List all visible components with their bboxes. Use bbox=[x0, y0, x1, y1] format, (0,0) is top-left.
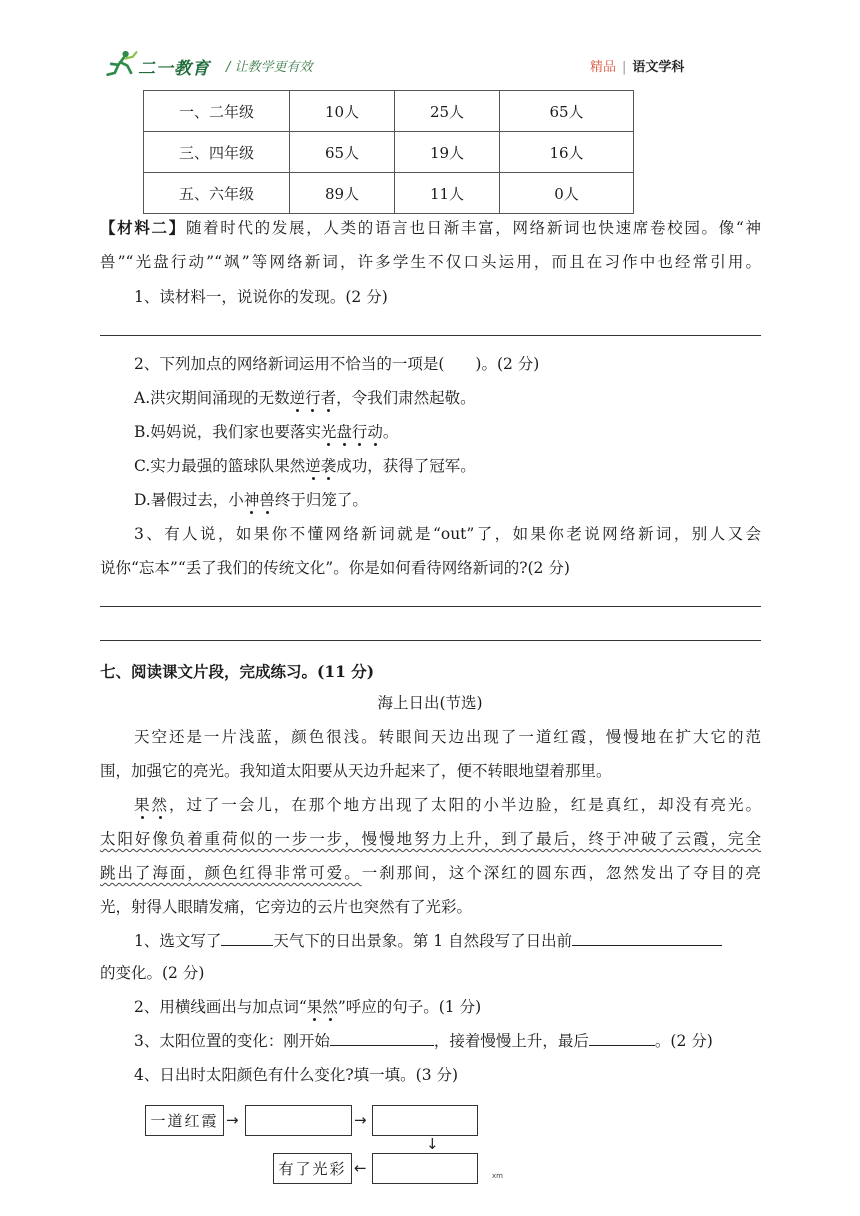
emphasis-char: 逆 bbox=[289, 389, 306, 407]
flow-answer-box-2[interactable] bbox=[372, 1105, 478, 1136]
question-7-1-line2: 的变化。(2 分) bbox=[100, 964, 205, 982]
question-6-3-line2: 说你“忘本”“丢了我们的传统文化”。你是如何看待网络新词的?(2 分) bbox=[100, 559, 570, 577]
passage-para2-line1 bbox=[134, 788, 761, 822]
option-c[interactable] bbox=[134, 449, 476, 483]
emphasis-char: 行 bbox=[351, 423, 368, 441]
material2-label: 【材料二】 bbox=[100, 218, 186, 237]
option-text: ，令我们肃然起敬。 bbox=[336, 389, 476, 407]
question-text: 2、用横线画出与加点词“ bbox=[134, 998, 307, 1016]
flow-answer-box-1[interactable] bbox=[245, 1105, 352, 1136]
arrow-right-icon: → bbox=[354, 1111, 367, 1129]
emphasis-char: 行 bbox=[305, 389, 321, 407]
answer-line[interactable] bbox=[100, 640, 761, 641]
arrow-down-icon: ↓ bbox=[426, 1135, 439, 1153]
passage-para1-line1: 天空还是一片浅蓝，颜色很浅。转眼间天边出现了一道红霞，慢慢地在扩大它的范 bbox=[134, 728, 761, 746]
question-6-2: 2、下列加点的网络新词运用不恰当的一项是( )。(2 分) bbox=[134, 355, 540, 373]
wavy-underlined-text: 跳出了海面，颜色红得非常可爱。 bbox=[100, 864, 362, 882]
emphasis-char: 然 bbox=[151, 796, 169, 814]
question-7-1 bbox=[134, 924, 722, 958]
passage-para2-line4: 光，射得人眼睛发痛，它旁边的云片也突然有了光彩。 bbox=[100, 898, 473, 916]
fill-blank[interactable] bbox=[330, 1027, 434, 1046]
survey-table bbox=[143, 90, 634, 214]
question-text: 3、太阳位置的变化：刚开始 bbox=[134, 1032, 330, 1050]
flow-start-box: 一道红霞 bbox=[145, 1105, 224, 1136]
watermark-text: xm bbox=[492, 1172, 503, 1180]
table-cell: 65人 bbox=[290, 132, 395, 173]
question-text: 1、选文写了 bbox=[134, 932, 222, 950]
table-row bbox=[144, 173, 634, 214]
table-cell: 89人 bbox=[290, 173, 395, 214]
table-cell: 11人 bbox=[395, 173, 500, 214]
question-7-2 bbox=[134, 990, 481, 1024]
header-right bbox=[590, 56, 684, 75]
flow-end-box: 有了光彩 bbox=[273, 1153, 352, 1184]
option-d[interactable] bbox=[134, 483, 368, 517]
table-cell: 10人 bbox=[290, 91, 395, 132]
emphasis-char: 然 bbox=[322, 998, 338, 1016]
option-a[interactable] bbox=[134, 381, 476, 415]
question-text: ”呼应的句子。(1 分) bbox=[337, 998, 482, 1016]
subject-label: 语文学科 bbox=[632, 60, 685, 75]
dotted-word bbox=[321, 423, 383, 441]
arrow-right-icon: → bbox=[226, 1111, 239, 1129]
table-cell: 65人 bbox=[500, 91, 634, 132]
table-cell: 16人 bbox=[500, 132, 634, 173]
question-7-4: 4、日出时太阳颜色有什么变化?填一填。(3 分) bbox=[134, 1066, 459, 1084]
emphasis-char: 逆 bbox=[305, 457, 321, 475]
fill-blank[interactable] bbox=[221, 927, 273, 946]
emphasis-char: 果 bbox=[134, 796, 152, 814]
option-text: C.实力最强的篮球队果然 bbox=[134, 457, 306, 475]
option-text: B.妈妈说，我们家也要落实 bbox=[134, 423, 321, 441]
logo-runner-icon bbox=[104, 48, 140, 78]
table-cell: 一、二年级 bbox=[144, 91, 290, 132]
emphasis-char: 袭 bbox=[320, 457, 337, 475]
section-7-heading: 七、阅读课文片段，完成练习。(11 分) bbox=[100, 662, 375, 681]
question-text: 。(2 分) bbox=[654, 1032, 713, 1050]
passage-para2-line3 bbox=[100, 856, 761, 890]
option-text: 成功，获得了冠军。 bbox=[336, 457, 476, 475]
emphasis-char: 光 bbox=[320, 423, 337, 441]
arrow-left-icon: ← bbox=[354, 1159, 367, 1177]
dotted-word bbox=[305, 457, 336, 475]
material2-line2: 兽”“光盘行动”“飒”等网络新词，许多学生不仅口头运用，而且在习作中也经常引用。 bbox=[100, 253, 761, 271]
table-cell: 三、四年级 bbox=[144, 132, 290, 173]
option-b[interactable] bbox=[134, 415, 398, 449]
option-text: 。 bbox=[382, 423, 399, 441]
passage-para2-line2: 太阳好像负着重荷似的一步一步，慢慢地努力上升，到了最后，终于冲破了云霞，完全 bbox=[100, 830, 761, 848]
material2-line1 bbox=[100, 211, 761, 245]
table-cell: 五、六年级 bbox=[144, 173, 290, 214]
question-text: 天气下的日出景象。第 1 自然段写了日出前 bbox=[273, 932, 573, 950]
table-cell: 0人 bbox=[500, 173, 634, 214]
logo-text: 二一教育 bbox=[138, 59, 210, 79]
dotted-word bbox=[134, 796, 169, 814]
question-7-3 bbox=[134, 1024, 713, 1058]
option-text: A.洪灾期间涌现的无数 bbox=[134, 389, 290, 407]
answer-line[interactable] bbox=[100, 606, 761, 607]
passage-para1-line2: 围，加强它的亮光。我知道太阳要从天边升起来了，便不转眼地望着那里。 bbox=[100, 762, 612, 780]
dotted-word bbox=[244, 491, 275, 509]
dotted-word bbox=[290, 389, 337, 407]
emphasis-char: 者 bbox=[320, 389, 337, 407]
passage-text: 一刹那间，这个深红的圆东西，忽然发出了夺目的亮 bbox=[361, 864, 761, 882]
emphasis-char: 盘 bbox=[336, 423, 352, 441]
answer-line[interactable] bbox=[100, 335, 761, 336]
flow-answer-box-3[interactable] bbox=[372, 1153, 478, 1184]
fill-blank[interactable] bbox=[589, 1027, 655, 1046]
emphasis-char: 动 bbox=[367, 423, 383, 441]
passage-text: ，过了一会儿，在那个地方出现了太阳的小半边脸，红是真红，却没有亮光。 bbox=[168, 796, 761, 814]
option-text: 终于归笼了。 bbox=[274, 491, 368, 509]
table-cell: 19人 bbox=[395, 132, 500, 173]
option-text: D.暑假过去，小 bbox=[134, 491, 244, 509]
emphasis-char: 果 bbox=[306, 998, 323, 1016]
question-text: ，接着慢慢上升，最后 bbox=[433, 1032, 589, 1050]
emphasis-char: 兽 bbox=[259, 491, 275, 509]
dotted-word bbox=[307, 998, 338, 1016]
header-separator: | bbox=[622, 60, 627, 75]
question-6-3-line1: 3、有人说，如果你不懂网络新词就是“out”了，如果你老说网络新词，别人又会 bbox=[134, 525, 761, 543]
quality-label: 精品 bbox=[590, 60, 617, 75]
question-6-1: 1、读材料一，说说你的发现。(2 分) bbox=[134, 288, 388, 306]
table-row bbox=[144, 91, 634, 132]
fill-blank[interactable] bbox=[572, 927, 722, 946]
slogan: / 让教学更有效 bbox=[226, 60, 313, 75]
emphasis-char: 神 bbox=[243, 491, 260, 509]
table-cell: 25人 bbox=[395, 91, 500, 132]
passage-title: 海上日出(节选) bbox=[377, 694, 483, 712]
table-row bbox=[144, 132, 634, 173]
material2-text: 随着时代的发展，人类的语言也日渐丰富，网络新词也快速席卷校园。像“神 bbox=[185, 219, 761, 237]
